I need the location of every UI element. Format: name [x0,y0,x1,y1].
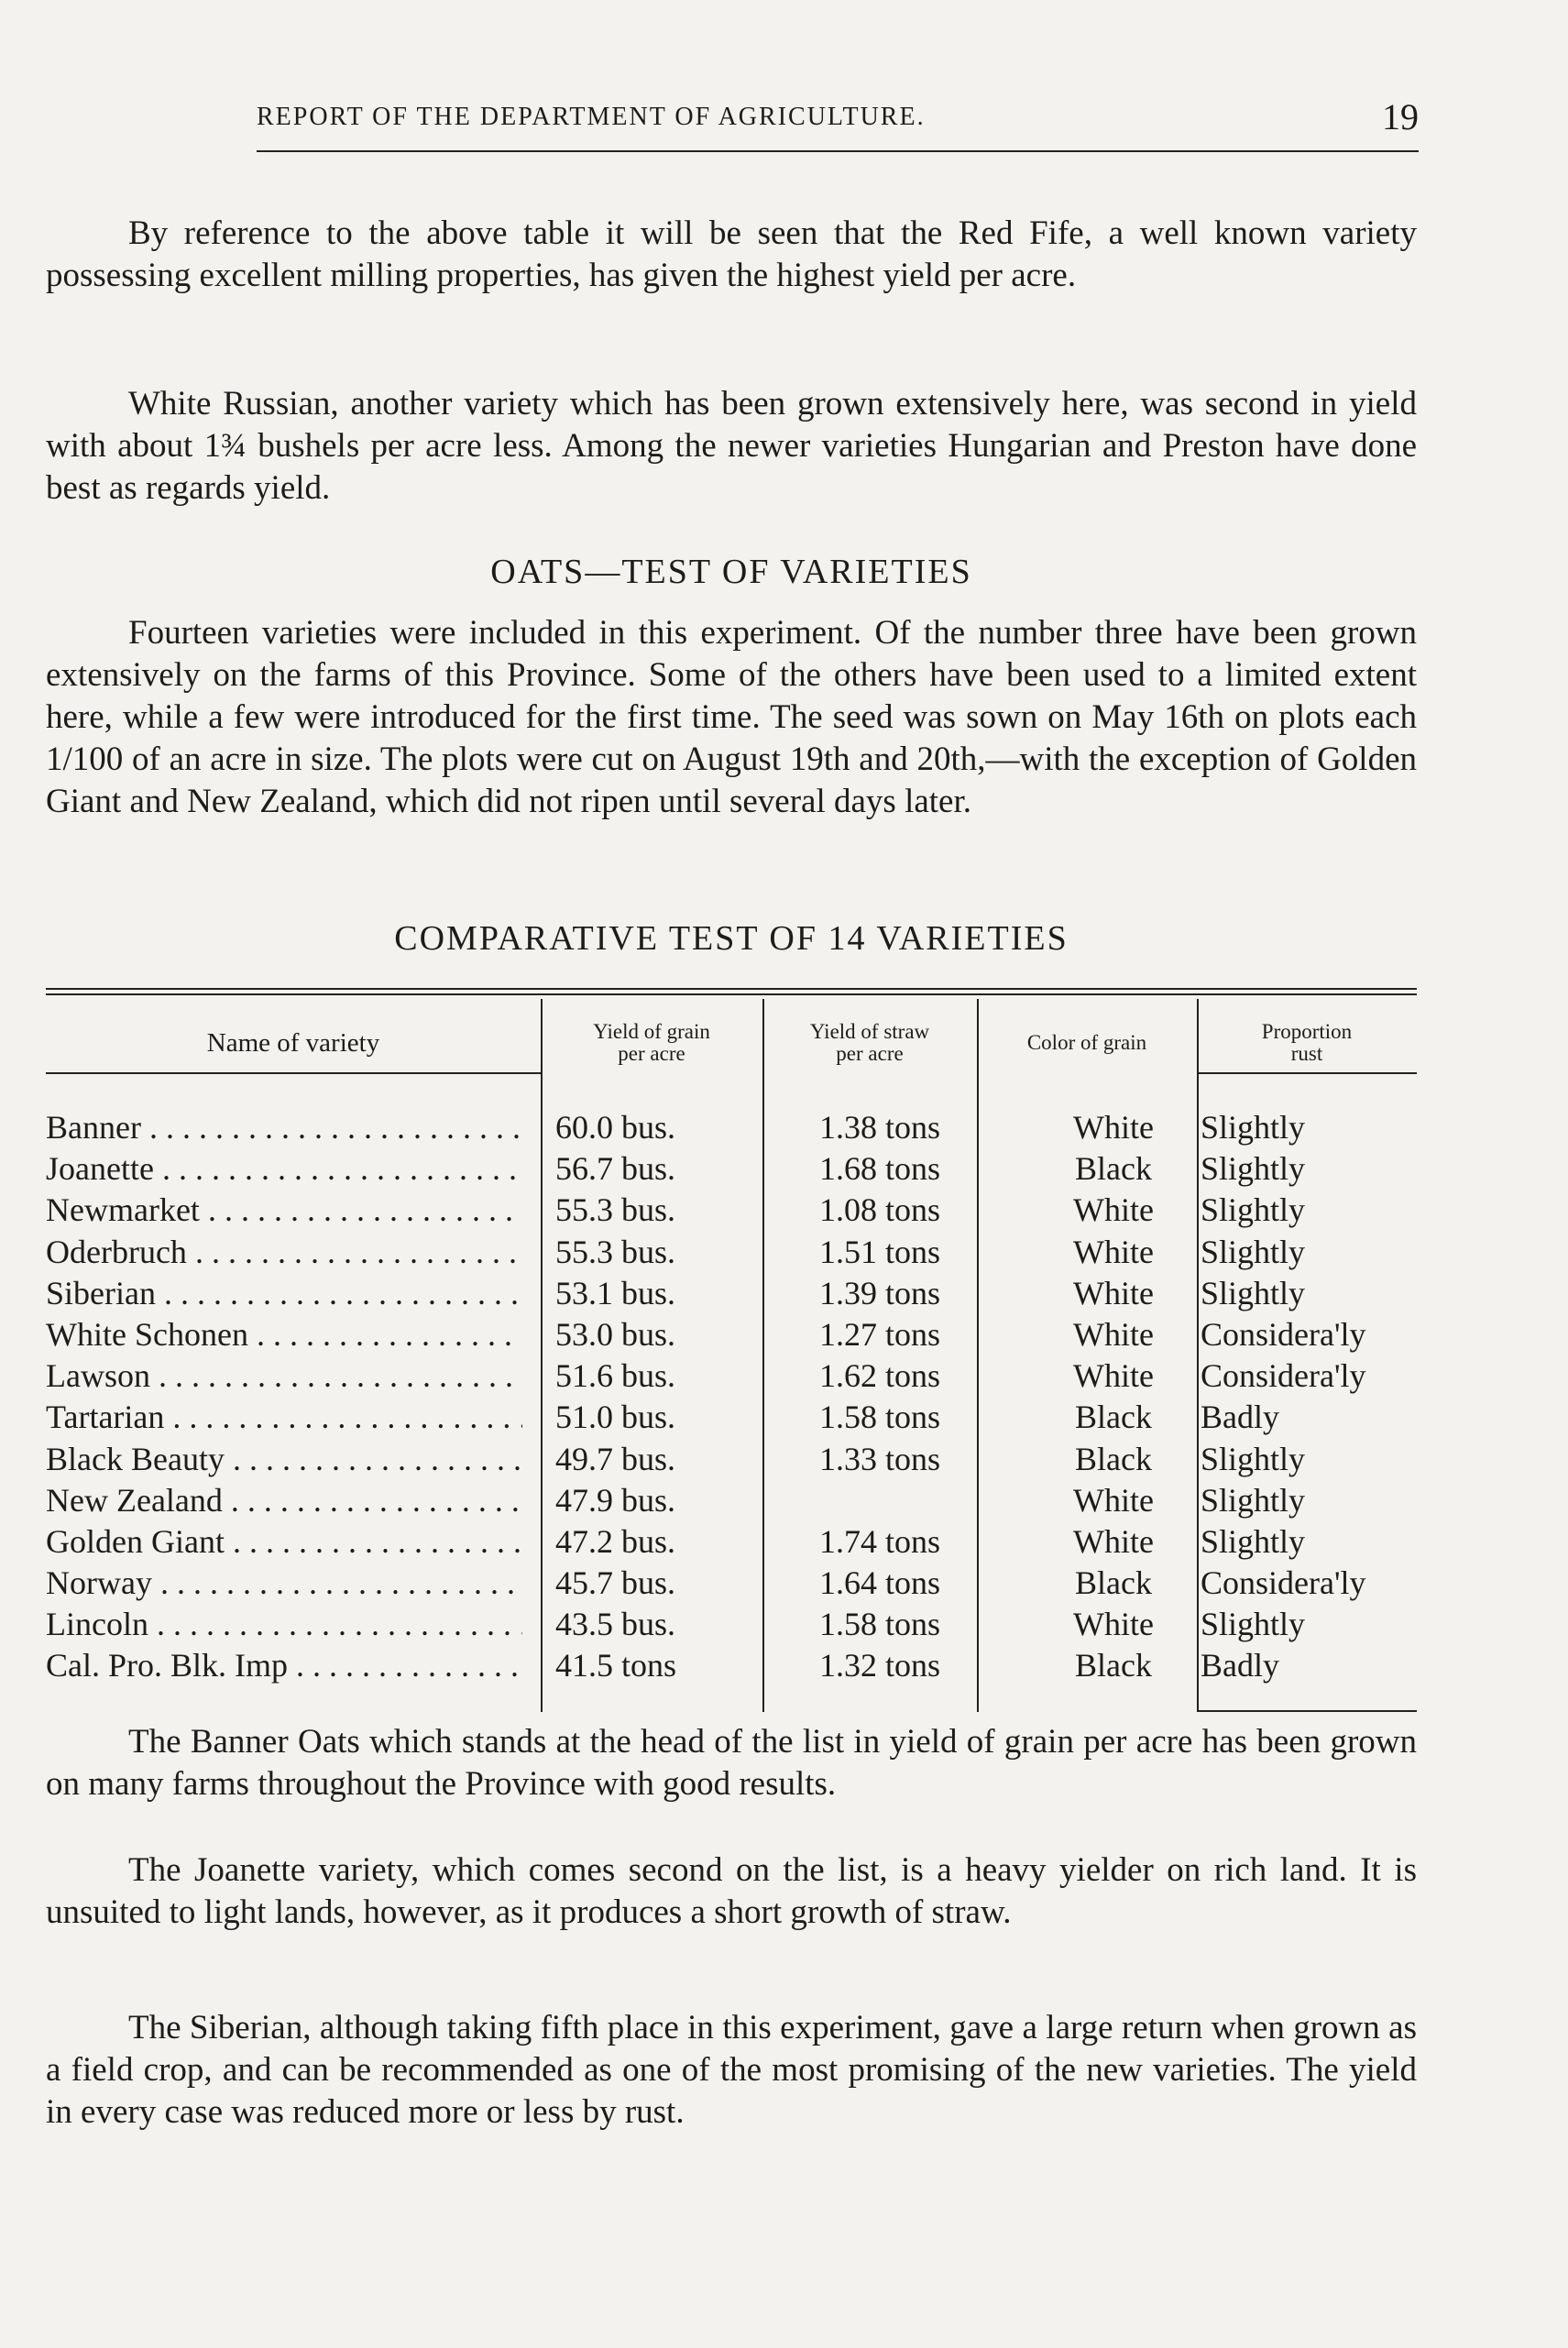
table-row [46,1107,1417,1148]
grain-yield: 45.7 bus. [555,1564,676,1602]
paragraph-joanette: The Joanette variety, which comes second on the list, is a heavy yielder on rich land. It is unsuited to light lands, however, as it produces a short growth of straw. [46,1851,1417,1931]
grain-yield: 41.5 tons [555,1647,677,1684]
variety-name: Siberian . . . [46,1273,522,1314]
grain-color: Black [1075,1564,1152,1602]
grain-color: White [1073,1357,1154,1395]
table-row [46,1563,1417,1604]
grain-yield: 55.3 bus. [555,1233,676,1270]
straw-yield: 1.39 tons [818,1274,940,1311]
straw-yield: 1.32 tons [818,1647,940,1684]
grain-yield: 49.7 bus. [555,1440,676,1477]
straw-yield: 1.64 tons [818,1564,940,1602]
straw-yield: 1.51 tons [818,1233,940,1270]
rust-proportion: Slightly [1201,1440,1306,1477]
grain-color: White [1073,1274,1154,1311]
table-row [46,1480,1417,1521]
grain-color: Black [1075,1399,1152,1436]
table-top-rule-inner [46,993,1417,995]
grain-yield: 47.9 bus. [555,1481,676,1519]
grain-color: White [1073,1606,1154,1643]
rust-proportion: Slightly [1201,1191,1306,1229]
running-title: REPORT OF THE DEPARTMENT OF AGRICULTURE. [257,103,926,131]
variety-name: White Schonen . . . [46,1314,522,1355]
header-rule [257,150,1419,152]
paragraph-red-fife: By reference to the above table it will be seen that the Red Fife, a well known variety possessing excellent milling properties, has given the highest yield per acre. [46,214,1417,294]
straw-yield: 1.58 tons [818,1606,940,1643]
variety-name: Lawson . . . [46,1355,522,1397]
grain-color: White [1073,1522,1154,1560]
table-row [46,1314,1417,1355]
table-row [46,1355,1417,1397]
grain-color: Black [1075,1647,1152,1684]
grain-color: White [1073,1233,1154,1270]
grain-yield: 53.1 bus. [555,1274,676,1311]
straw-yield: 1.38 tons [818,1109,940,1146]
grain-color: Black [1075,1150,1152,1188]
table-row [46,1604,1417,1645]
grain-yield: 60.0 bus. [555,1109,676,1146]
rust-proportion: Slightly [1201,1274,1306,1311]
table-row [46,1439,1417,1480]
rust-proportion: Slightly [1201,1606,1306,1643]
rust-proportion: Slightly [1201,1150,1306,1188]
grain-yield: 43.5 bus. [555,1606,676,1643]
grain-color: White [1073,1109,1154,1146]
column-header-rust: Proportion rust [1261,1020,1353,1065]
rust-proportion: Badly [1201,1399,1279,1436]
variety-name: Black Beauty . . . [46,1439,522,1480]
rust-proportion: Considera'ly [1201,1357,1366,1395]
column-header-straw: Yield of straw per acre [809,1020,930,1065]
rust-proportion: Slightly [1201,1481,1306,1519]
table-top-rule [46,988,1417,990]
grain-color: White [1073,1481,1154,1519]
variety-name: Banner . . . [46,1107,522,1148]
table-row [46,1190,1417,1231]
grain-yield: 51.0 bus. [555,1399,676,1436]
grain-color: Black [1075,1440,1152,1477]
grain-color: White [1073,1315,1154,1353]
rust-proportion: Slightly [1201,1109,1306,1146]
straw-yield: 1.33 tons [818,1440,940,1477]
variety-name: Tartarian . . . [46,1397,522,1438]
table-row [46,1232,1417,1273]
straw-yield: 1.08 tons [818,1191,940,1229]
table-row [46,1521,1417,1563]
grain-yield: 55.3 bus. [555,1191,676,1229]
section-heading-oats: OATS—TEST OF VARIETIES [490,553,972,591]
straw-yield: 1.68 tons [818,1150,940,1188]
table-heading: COMPARATIVE TEST OF 14 VARIETIES [394,919,1069,958]
grain-yield: 51.6 bus. [555,1357,676,1395]
grain-color: White [1073,1191,1154,1229]
table-row [46,1645,1417,1686]
straw-yield: 1.58 tons [818,1399,940,1436]
table-row [46,1273,1417,1314]
column-header-color: Color of grain [1026,1031,1147,1054]
variety-name: Cal. Pro. Blk. Imp . . . [46,1645,522,1686]
grain-yield: 47.2 bus. [555,1522,676,1560]
paragraph-banner: The Banner Oats which stands at the head of the list in yield of grain per acre has been grown on many farms throughout the Province with good results. [46,1723,1417,1803]
paragraph-siberian: The Siberian, although taking fifth place in this experiment, gave a large return when grown as a field crop, and can be recommended as one of the most promising of the new varieties. The yield in every case was reduced more or less by rust. [46,2009,1417,2131]
page-header [257,95,1419,147]
table-body [46,1107,1417,1687]
straw-yield: 1.62 tons [818,1357,940,1395]
table-row [46,1397,1417,1438]
variety-name: Norway . . . [46,1563,522,1604]
table-bottom-rule [1197,1710,1417,1712]
variety-name: Lincoln . . . [46,1604,522,1645]
table-row [46,1148,1417,1190]
grain-yield: 56.7 bus. [555,1150,676,1188]
rust-proportion: Slightly [1201,1522,1306,1560]
rust-proportion: Considera'ly [1201,1564,1366,1602]
rust-proportion: Considera'ly [1201,1315,1366,1353]
paragraph-white-russian: White Russian, another variety which has been grown extensively here, was second in yield with about 1¾ bushels per acre less. Among the newer varieties Hungarian and Preston have done best as regards yield. [46,385,1417,507]
variety-name: New Zealand . . . [46,1480,522,1521]
column-header-grain: Yield of grain per acre [593,1020,710,1065]
variety-name: Newmarket . . . [46,1190,522,1231]
straw-yield: 1.74 tons [818,1522,940,1560]
variety-name: Oderbruch . . . [46,1232,522,1273]
paragraph-oats-intro: Fourteen varieties were included in this experiment. Of the number three have been grown extensively on the farms of this Province. Some of the others have been used to a limited extent here, while a few were introduced for the first time. The seed was sown on May 16th on plots each 1/100 of an acre in size. The plots were cut on August 19th and 20th,—with the exception of Golden Giant and New Zealand, which did not ripen until several days later. [46,614,1417,820]
straw-yield: 1.27 tons [818,1315,940,1353]
varieties-table [46,988,1417,1712]
rust-proportion: Slightly [1201,1233,1306,1270]
rust-proportion: Badly [1201,1647,1279,1684]
column-header-name: Name of variety [206,1028,380,1058]
page-number: 19 [1382,96,1419,137]
grain-yield: 53.0 bus. [555,1315,676,1353]
variety-name: Golden Giant . . . [46,1521,522,1563]
variety-name: Joanette . . . [46,1148,522,1190]
